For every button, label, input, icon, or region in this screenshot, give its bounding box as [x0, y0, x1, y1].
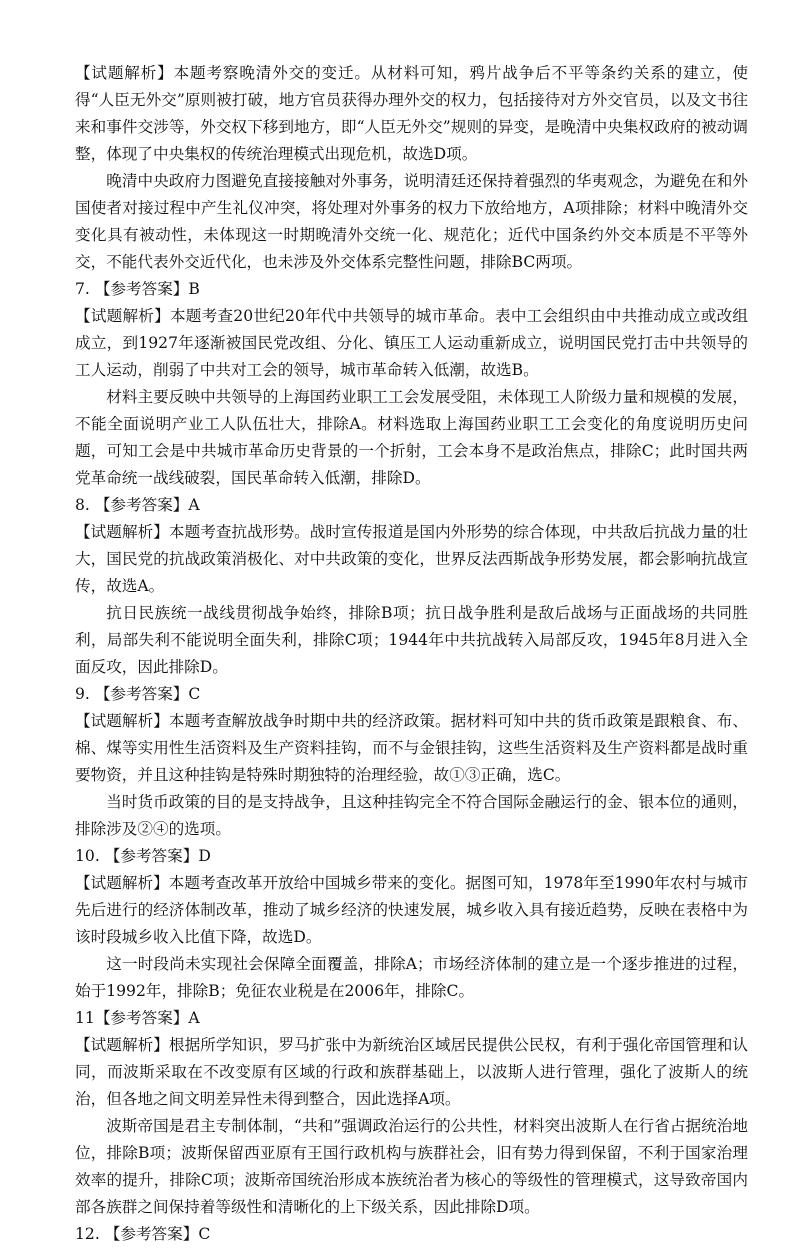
analysis-paragraph-11: 【试题解析】根据所学知识，罗马扩张中为新统治区域居民提供公民权，有利于强化帝国管理和认同，而波斯采取在不改变原有区域的行政和族群基础上，以波斯人进行管理，强化了波斯人的统治，但各地之间文明差异性未得到整合，因此选择A项。 — [75, 1036, 748, 1108]
answer-line-7: 7. 【参考答案】B — [75, 280, 200, 298]
analysis-paragraph-6: 【试题解析】本题考察晚清外交的变迁。从材料可知，鸦片战争后不平等条约关系的建立，使得“人臣无外交”原则被打破，地方官员获得办理外交的权力，包括接待对方外交官员，以及文书往来和事件交涉等，外交权下移到地方，即“人臣无外交”规则的异变，是晚清中央集权政府的被动调整，体现了中央集权的传统治理模式出现危机，故选D项。 — [75, 64, 748, 163]
elimination-paragraph-7: 材料主要反映中共领导的上海国药业职工工会发展受阻，未体现工人阶级力量和规模的发展，不能全面说明产业工人队伍壮大，排除A。材料选取上海国药业职工工会变化的角度说明历史问题，可知工会是中共城市革命历史背景的一个折射，工会本身不是政治焦点，排除C；此时国共两党革命统一战线破裂，国民革命转入低潮，排除D。 — [75, 388, 748, 487]
elimination-paragraph-11: 波斯帝国是君主专制体制，“共和”强调政治运行的公共性，材料突出波斯人在行省占据统治地位，排除B项；波斯保留西亚原有王国行政机构与族群社会，旧有势力得到保留，不利于国家治理效率的提升，排除C项；波斯帝国统治形成本族统治者为核心的等级性的管理模式，这导致帝国内部各族群之间保持着等级性和清晰化的上下级关系，因此排除D项。 — [75, 1117, 748, 1216]
answer-line-10: 10. 【参考答案】D — [75, 847, 211, 865]
answer-line-11: 11【参考答案】A — [75, 1009, 200, 1027]
answer-line-9: 9. 【参考答案】C — [75, 685, 201, 703]
analysis-paragraph-8: 【试题解析】本题考查抗战形势。战时宣传报道是国内外形势的综合体现，中共敌后抗战力量的壮大，国民党的抗战政策消极化、对中共政策的变化，世界反法西斯战争形势发展，都会影响抗战宣传，故选A。 — [75, 523, 748, 595]
elimination-paragraph-10: 这一时段尚未实现社会保障全面覆盖，排除A；市场经济体制的建立是一个逐步推进的过程，始于1992年，排除B；免征农业税是在2006年，排除C。 — [75, 955, 748, 1000]
elimination-paragraph-9: 当时货币政策的目的是支持战争，且这种挂钩完全不符合国际金融运行的金、银本位的通则，排除涉及②④的选项。 — [75, 793, 748, 838]
answer-line-12: 12. 【参考答案】C — [75, 1225, 211, 1243]
analysis-paragraph-9: 【试题解析】本题考查解放战争时期中共的经济政策。据材料可知中共的货币政策是跟粮食、布、棉、煤等实用性生活资料及生产资料挂钩，而不与金银挂钩，这些生活资料及生产资料都是战时重要物资，并且这种挂钩是特殊时期独特的治理经验，故①③正确，选C。 — [75, 712, 748, 784]
answer-line-8: 8. 【参考答案】A — [75, 496, 200, 514]
analysis-paragraph-10: 【试题解析】本题考查改革开放给中国城乡带来的变化。据图可知，1978年至1990年农村与城市先后进行的经济体制改革，推动了城乡经济的快速发展，城乡收入具有接近趋势，反映在表格中为该时段城乡收入比值下降，故选D。 — [75, 874, 748, 946]
elimination-paragraph-8: 抗日民族统一战线贯彻战争始终，排除B项；抗日战争胜利是敌后战场与正面战场的共同胜利，局部失利不能说明全面失利，排除C项；1944年中共抗战转入局部反攻，1945年8月进入全面反攻，因此排除D。 — [75, 604, 748, 676]
elimination-paragraph-6: 晚清中央政府力图避免直接接触对外事务，说明清廷还保持着强烈的华夷观念，为避免在和外国使者对接过程中产生礼仪冲突，将处理对外事务的权力下放给地方，A项排除；材料中晚清外交变化具有被动性，未体现这一时期晚清外交统一化、规范化；近代中国条约外交本质是不平等外交，不能代表外交近代化，也未涉及外交体系完整性问题，排除BC两项。 — [75, 172, 748, 271]
analysis-paragraph-7: 【试题解析】本题考查20世纪20年代中共领导的城市革命。表中工会组织由中共推动成立或改组成立，到1927年逐渐被国民党改组、分化、镇压工人运动重新成立，说明国民党打击中共领导的工人运动，削弱了中共对工会的领导，城市革命转入低潮，故选B。 — [75, 307, 748, 379]
